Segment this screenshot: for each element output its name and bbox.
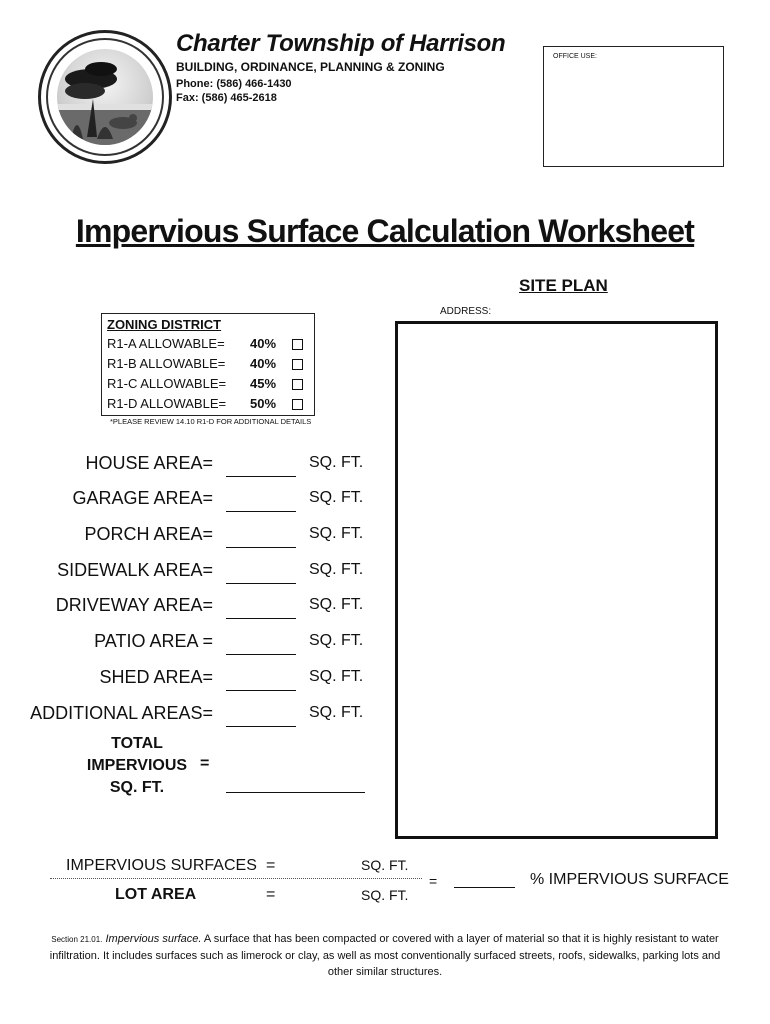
area-label: ADDITIONAL AREAS= — [30, 703, 213, 723]
area-label: SHED AREA= — [99, 667, 213, 687]
area-unit: SQ. FT. — [309, 668, 364, 685]
address-label: ADDRESS: — [440, 306, 492, 317]
driveway-area-row — [0, 595, 395, 625]
sidewalk-area-input[interactable] — [226, 583, 296, 584]
zoning-checkbox-r1c[interactable] — [292, 379, 303, 390]
impervious-percent-input[interactable] — [454, 887, 515, 888]
zoning-row-r1c — [107, 376, 312, 396]
footnote-section: Section 21.01. — [51, 935, 103, 944]
porch-area-input[interactable] — [226, 547, 296, 548]
footnote-text: A surface that has been compacted or covered with a layer of material so that it is highly resistant to water infiltration. It includes surfaces such as limerock or clay, as well as most conventionally surfaced streets, roofs, sidewalks, parking lots and other similar structures. — [49, 933, 721, 978]
zoning-label: R1-D ALLOWABLE= — [107, 396, 227, 411]
phone-number: Phone: (586) 466-1430 — [176, 78, 292, 90]
area-label: DRIVEWAY AREA= — [55, 595, 213, 615]
formula-divider — [50, 878, 422, 879]
formula-denominator: LOT AREA — [115, 886, 197, 903]
total-equals: = — [200, 755, 210, 772]
formula-equals-2: = — [266, 886, 276, 903]
area-unit: SQ. FT. — [309, 704, 364, 721]
formula-result-equals: = — [429, 873, 438, 889]
area-unit: SQ. FT. — [309, 632, 364, 649]
site-plan-drawing-area[interactable] — [395, 321, 718, 839]
area-unit: SQ. FT. — [309, 454, 364, 471]
driveway-area-input[interactable] — [226, 618, 296, 619]
area-label: HOUSE AREA= — [85, 453, 213, 473]
formula-result-label: % IMPERVIOUS SURFACE — [530, 871, 729, 888]
formula-unit-2: SQ. FT. — [361, 887, 409, 903]
zoning-checkbox-r1d[interactable] — [292, 399, 303, 410]
area-label: PORCH AREA= — [84, 524, 213, 544]
area-label: SIDEWALK AREA= — [57, 560, 213, 580]
township-name: Charter Township of Harrison — [176, 30, 506, 57]
zoning-percent: 40% — [250, 356, 277, 371]
zoning-label: R1-A ALLOWABLE= — [107, 336, 225, 351]
patio-area-input[interactable] — [226, 654, 296, 655]
formula-unit-1: SQ. FT. — [361, 857, 409, 873]
footnote-term: Impervious surface. — [105, 933, 202, 945]
total-impervious-label — [86, 733, 188, 799]
area-unit: SQ. FT. — [309, 525, 364, 542]
house-area-input[interactable] — [226, 476, 296, 477]
township-seal-icon — [38, 30, 172, 164]
office-use-box[interactable] — [543, 46, 724, 167]
patio-area-row — [0, 631, 395, 661]
additional-areas-input[interactable] — [226, 726, 296, 727]
total-label-line2: IMPERVIOUS — [86, 757, 188, 774]
zoning-row-r1d — [107, 396, 312, 416]
department-name: BUILDING, ORDINANCE, PLANNING & ZONING — [176, 60, 445, 74]
zoning-note: *PLEASE REVIEW 14.10 R1-D FOR ADDITIONAL DETAILS — [110, 417, 312, 426]
additional-areas-row — [0, 703, 395, 733]
zoning-row-r1b — [107, 356, 312, 376]
fax-number: Fax: (586) 465-2618 — [176, 92, 277, 104]
total-label-line3: SQ. FT. — [109, 779, 165, 796]
zoning-percent: 45% — [250, 376, 277, 391]
seal-tree-icon — [57, 49, 153, 145]
area-unit: SQ. FT. — [309, 596, 364, 613]
site-plan-title: SITE PLAN — [519, 276, 608, 295]
formula-equals-1: = — [266, 857, 276, 874]
house-area-row — [0, 453, 395, 483]
office-use-label: OFFICE USE: — [553, 53, 597, 60]
formula-numerator: IMPERVIOUS SURFACES — [66, 857, 257, 874]
zoning-label: R1-C ALLOWABLE= — [107, 376, 227, 391]
total-impervious-input[interactable] — [226, 792, 365, 793]
zoning-label: R1-B ALLOWABLE= — [107, 356, 226, 371]
area-label: PATIO AREA = — [94, 631, 213, 651]
page-title: Impervious Surface Calculation Worksheet — [75, 213, 695, 249]
porch-area-row — [0, 524, 395, 554]
footnote — [40, 931, 730, 980]
sidewalk-area-row — [0, 560, 395, 590]
zoning-checkbox-r1b[interactable] — [292, 359, 303, 370]
garage-area-row — [0, 488, 395, 518]
total-label-line1: TOTAL — [111, 735, 163, 752]
area-unit: SQ. FT. — [309, 561, 364, 578]
zoning-percent: 50% — [250, 396, 277, 411]
zoning-district-title: ZONING DISTRICT — [107, 317, 222, 332]
area-label: GARAGE AREA= — [72, 488, 213, 508]
shed-area-input[interactable] — [226, 690, 296, 691]
zoning-row-r1a — [107, 336, 312, 356]
zoning-percent: 40% — [250, 336, 277, 351]
shed-area-row — [0, 667, 395, 697]
garage-area-input[interactable] — [226, 511, 296, 512]
area-unit: SQ. FT. — [309, 489, 364, 506]
zoning-checkbox-r1a[interactable] — [292, 339, 303, 350]
